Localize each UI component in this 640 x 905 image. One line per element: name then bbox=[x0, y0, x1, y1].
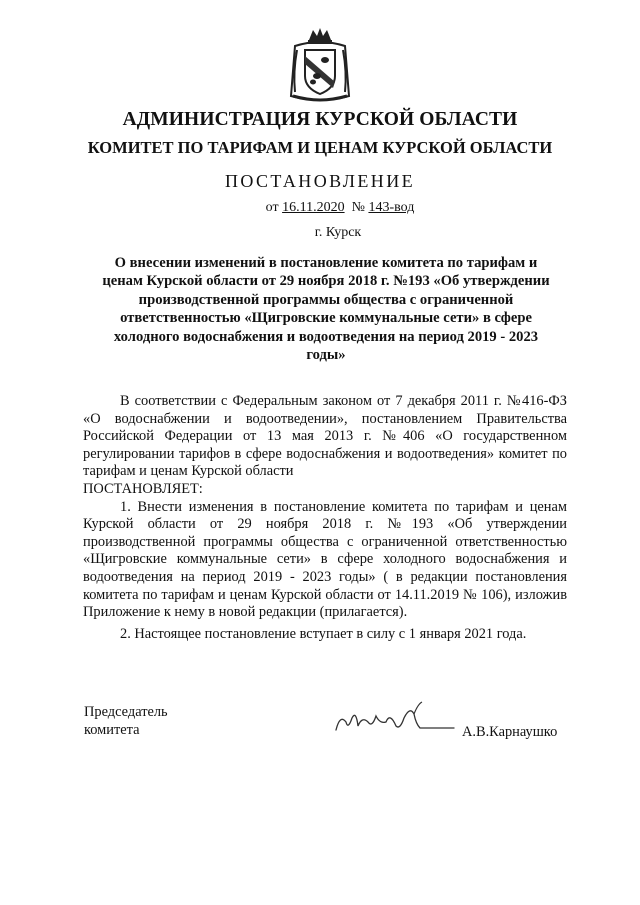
signer-title-line1: Председатель bbox=[84, 704, 168, 720]
document-date: 16.11.2020 bbox=[282, 200, 345, 215]
document-number: 143-вод bbox=[368, 200, 415, 215]
organization-title: АДМИНИСТРАЦИЯ КУРСКОЙ ОБЛАСТИ bbox=[122, 109, 518, 130]
document-subject bbox=[96, 254, 556, 364]
signer-title-line2: комитета bbox=[84, 721, 140, 738]
signer-name: А.В.Карнаушко bbox=[462, 724, 558, 740]
subject-line: холодного водоснабжения и водоотведения на период 2019 - 2023 bbox=[113, 328, 539, 345]
document-type: ПОСТАНОВЛЕНИЕ bbox=[224, 171, 416, 191]
document-city: г. Курск bbox=[314, 225, 362, 240]
subject-line: ценам Курской области от 29 ноября 2018 г. №193 «Об утверждении bbox=[102, 273, 550, 290]
subject-line: производственной программы общества с ограниченной bbox=[138, 291, 514, 308]
item-1-paragraph: 1. Внести изменения в постановление комитета по тарифам и ценам Курской области от 29 ноября 2018 г. №193 «Об утверждении производственной программы общества с ограниченной ответственностью «Щигровские коммунальные сети» в сфере холодного водоснабжения и водоотведения на период 2019 - 2023 годы» ( в редакции постановления комитета по тарифам и ценам Курской области от 14.11.2019 № 106), изложив Приложение к нему в новой редакции (прилагается). bbox=[83, 498, 567, 621]
date-prefix: от bbox=[265, 200, 279, 215]
subject-line: О внесении изменений в постановление комитета по тарифам и bbox=[114, 255, 538, 271]
handwritten-signature-icon bbox=[330, 700, 460, 744]
document-body bbox=[83, 393, 567, 643]
subject-line: ответственностью «Щигровские коммунальные сети» в сфере bbox=[120, 310, 532, 327]
resolves-word: ПОСТАНОВЛЯЕТ: bbox=[83, 480, 203, 497]
subject-line: годы» bbox=[306, 347, 346, 364]
item-2-paragraph: 2. Настоящее постановление вступает в силу с 1 января 2021 года. bbox=[120, 625, 527, 642]
number-prefix: № bbox=[351, 200, 365, 215]
committee-title: КОМИТЕТ ПО ТАРИФАМ И ЦЕНАМ КУРСКОЙ ОБЛАСТИ bbox=[87, 138, 553, 157]
coat-of-arms-icon bbox=[287, 26, 353, 104]
signer-title bbox=[84, 704, 168, 739]
preamble-paragraph: В соответствии с Федеральным законом от 7 декабря 2011 г. №416-ФЗ «О водоснабжении и водоотведении», постановлением Правительства Российской Федерации от 13 мая 2013 г. №406 «О государственном регулировании тарифов в сфере водоснабжения и водоотведения» комитет по тарифам и ценам Курской области bbox=[83, 393, 567, 480]
document-date-number bbox=[20, 200, 640, 216]
